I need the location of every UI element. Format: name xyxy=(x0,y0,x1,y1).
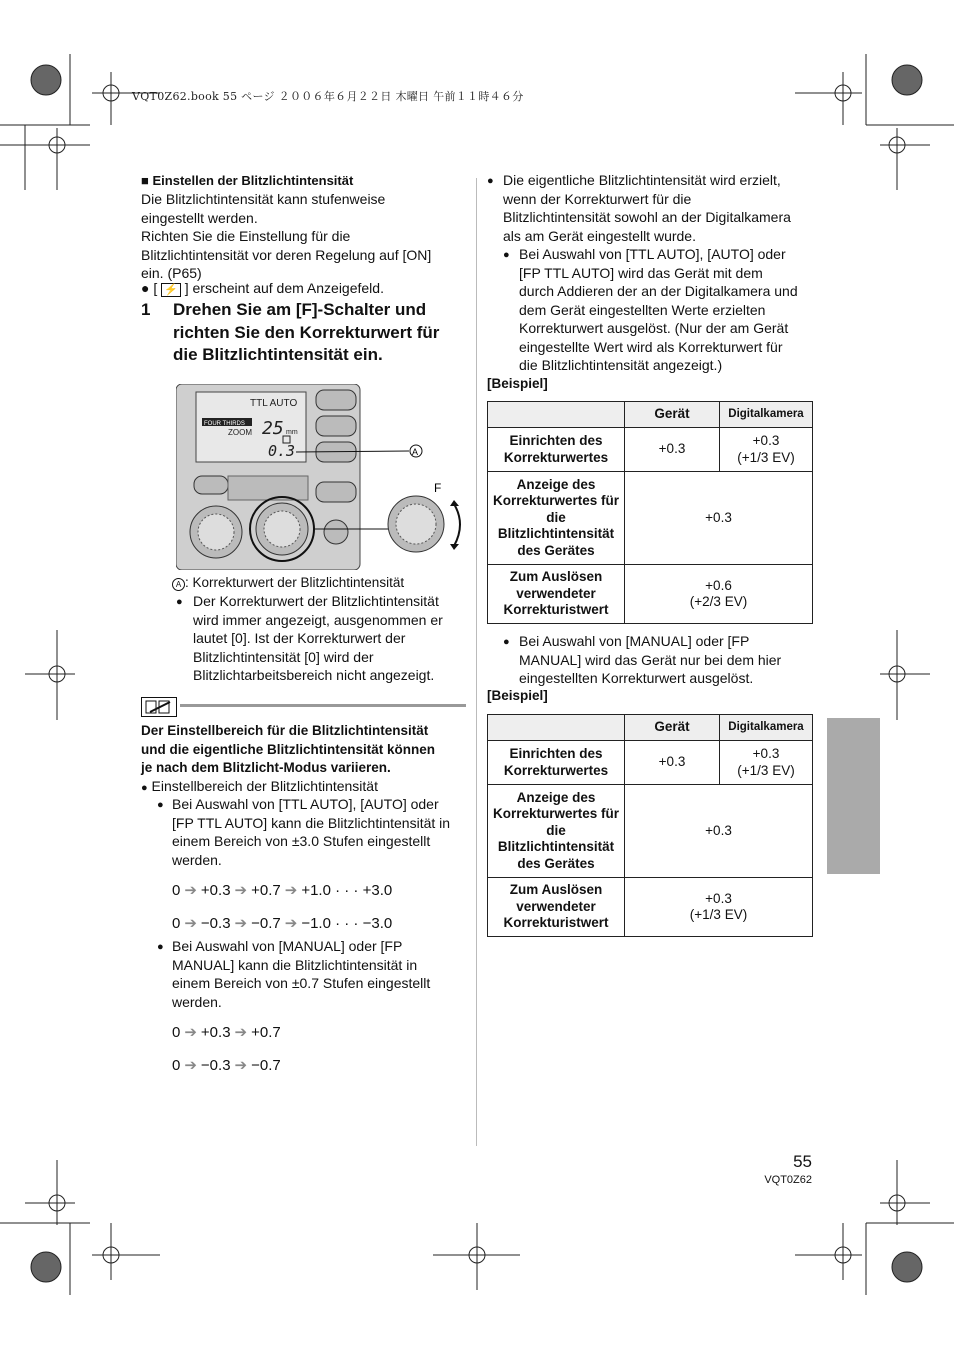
arrow-icon: ➔ xyxy=(184,1057,197,1074)
table-corner xyxy=(488,402,625,428)
arrow-icon: ➔ xyxy=(184,1024,197,1041)
example-table-2 xyxy=(487,714,813,937)
right-sub-2: Bei Auswahl von [MANUAL] oder [FP MANUAL] wird das Gerät nur bei dem hier eingestellten Korrekturwert ausgelöst. xyxy=(519,633,782,686)
zoom-value: 25 xyxy=(262,418,284,439)
page-number: 55 xyxy=(793,1152,812,1171)
col-header-camera: Digitalkamera xyxy=(720,402,813,428)
row-header-actual: Zum Auslösen verwendeter Korrekturistwert xyxy=(488,565,625,624)
sequence-manual-positive: 0 ➔ +0.3 ➔ +0.7 xyxy=(172,1023,281,1041)
bullet-icon: ● xyxy=(503,636,510,648)
zoom-label: ZOOM xyxy=(228,428,252,437)
callout-bullet-text: Der Korrekturwert der Blitzlichtintensität wird immer angezeigt, ausgenommen er lautet [0]. Ist der Korrekturwert der Blitzlichtintensität [0] wird der Blitzlichtarbeitsbereich nicht angezeigt. xyxy=(193,593,443,683)
right-sub-1: Bei Auswahl von [TTL AUTO], [AUTO] oder [FP TTL AUTO] wird das Gerät mit dem durch Addieren der an der Digitalkamera und dem Gerät eingestellten Werte erzielten Korrekturwert ausgelöst. (Nur der am Gerät eingestellte Wert wird als Korrekturwert für die Blitzlichtintensität angezeigt.) xyxy=(519,246,798,373)
example-label: [Beispiel] xyxy=(487,376,548,391)
row-header-set: Einrichten des Korrekturwertes xyxy=(488,741,625,785)
sequence-negative: 0 ➔ −0.3 ➔ −0.7 ➔ −1.0 · · · −3.0 xyxy=(172,914,393,932)
arrow-icon: ➔ xyxy=(284,915,298,932)
flash-unit-illustration xyxy=(176,384,466,570)
arrow-icon: ➔ xyxy=(184,915,197,932)
arrow-icon: ➔ xyxy=(234,882,248,899)
example-table-1 xyxy=(487,401,813,624)
table-cell: +0.3 (+1/3 EV) xyxy=(720,741,813,785)
bullet-icon: ● xyxy=(503,249,510,261)
arrow-icon: ➔ xyxy=(234,915,248,932)
print-header: VQT0Z62.book 55 ページ ２００６年６月２２日 木曜日 午前１１時４６分 xyxy=(132,90,524,103)
note-title: Der Einstellbereich für die Blitzlichtintensität und die eigentliche Blitzlichtintensität können je nach dem Blitzlicht-Modus variieren. xyxy=(141,723,436,775)
table-cell: +0.6 (+2/3 EV) xyxy=(625,565,813,624)
bullet-icon: ● xyxy=(141,782,148,794)
sequence-positive: 0 ➔ +0.3 ➔ +0.7 ➔ +1.0 · · · +3.0 xyxy=(172,881,393,899)
chapter-tab xyxy=(827,718,880,874)
marker-a-icon: A xyxy=(172,578,185,591)
bullet-icon: ● xyxy=(157,799,164,811)
bullet-icon: ● xyxy=(141,280,150,296)
note-bullet-1: ● Einstellbereich der Blitzlichtintensität xyxy=(141,778,378,794)
note-sub-1: Bei Auswahl von [TTL AUTO], [AUTO] oder [FP TTL AUTO] kann die Blitzlichtintensität in einem Bereich von ±3.0 Stufen eingestellt werden. xyxy=(172,796,451,868)
ttl-label: TTL AUTO xyxy=(250,398,298,409)
comp-value: 0.3 xyxy=(268,442,296,460)
col-header-camera: Digitalkamera xyxy=(720,715,813,741)
arrow-icon: ➔ xyxy=(284,882,298,899)
table-cell: +0.3 (+1/3 EV) xyxy=(720,428,813,472)
note-divider xyxy=(180,704,466,707)
table-cell: +0.3 xyxy=(625,785,813,878)
section-title: ■ Einstellen der Blitzlichtintensität xyxy=(141,173,354,188)
arrow-icon: ➔ xyxy=(234,1024,248,1041)
row-header-display: Anzeige des Korrekturwertes für die Blitzlichtintensität des Gerätes xyxy=(488,785,625,878)
example-label-2: [Beispiel] xyxy=(487,688,548,703)
table-cell: +0.3 xyxy=(625,428,720,472)
brand-label: FOUR THIRDS xyxy=(204,421,245,427)
table-cell: +0.3 xyxy=(625,741,720,785)
col-header-device: Gerät xyxy=(625,715,720,741)
sequence-manual-negative: 0 ➔ −0.3 ➔ −0.7 xyxy=(172,1056,281,1074)
flash-comp-icon: ⚡ xyxy=(161,283,181,297)
column-divider xyxy=(476,178,477,1146)
note-sub-2: Bei Auswahl von [MANUAL] oder [FP MANUAL] kann die Blitzlichtintensität in einem Bereich von ±0.7 Stufen eingestellt werden. xyxy=(172,938,431,1010)
table-cell: +0.3 (+1/3 EV) xyxy=(625,878,813,937)
row-header-set: Einrichten des Korrekturwertes xyxy=(488,428,625,472)
row-header-display: Anzeige des Korrekturwertes für die Blitzlichtintensität des Gerätes xyxy=(488,472,625,565)
table-corner xyxy=(488,715,625,741)
intro-text: Die Blitzlichtintensität kann stufenweise eingestellt werden. Richten Sie die Einstellung für die Blitzlichtintensität vor deren Regelung auf [ON] ein. (P65) xyxy=(141,191,432,281)
right-bullet-1: Die eigentliche Blitzlichtintensität wird erzielt, wenn der Korrekturwert für die Blitzlichtintensität sowohl an der Digitalkamera als am Gerät eingestellt wurde. xyxy=(503,172,791,244)
mm-label: mm xyxy=(286,429,298,436)
icon-note: ● [ ⚡ ] erscheint auf dem Anzeigefeld. xyxy=(141,280,384,296)
model-code: VQT0Z62 xyxy=(764,1174,812,1186)
arrow-icon: ➔ xyxy=(184,882,197,899)
step-number: 1 xyxy=(141,300,151,319)
square-bullet-icon: ■ xyxy=(141,173,149,188)
bullet-icon: ● xyxy=(176,596,183,608)
col-header-device: Gerät xyxy=(625,402,720,428)
row-header-actual: Zum Auslösen verwendeter Korrekturistwert xyxy=(488,878,625,937)
note-icon xyxy=(141,697,177,717)
bullet-icon: ● xyxy=(157,941,164,953)
marker-f-label: F xyxy=(434,481,442,495)
table-cell: +0.3 xyxy=(625,472,813,565)
step-instruction: Drehen Sie am [F]-Schalter und richten Sie den Korrekturwert für die Blitzlichtintensität ein. xyxy=(173,300,440,364)
arrow-icon: ➔ xyxy=(234,1057,248,1074)
callout-a: A : Korrekturwert der Blitzlichtintensität xyxy=(172,574,404,593)
marker-a-label: A xyxy=(412,447,419,457)
bullet-icon: ● xyxy=(487,175,494,187)
